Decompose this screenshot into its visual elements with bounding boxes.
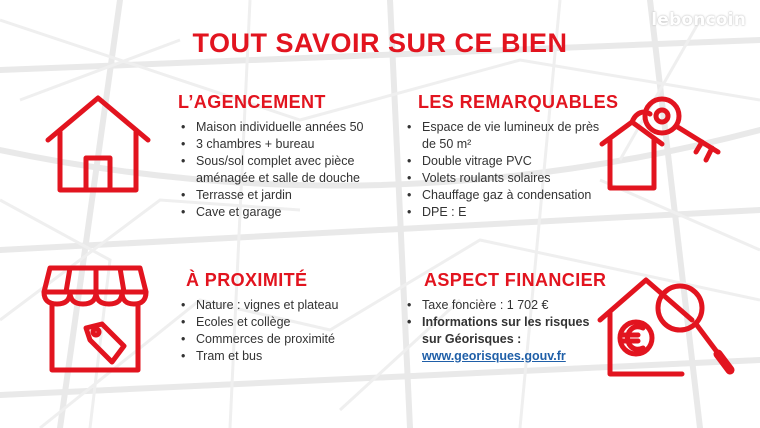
feature-list bbox=[178, 297, 388, 365]
list-item: • 3 chambres + bureau bbox=[178, 136, 388, 153]
list-item: • Sous/sol complet avec pièce aménagée et salle de douche bbox=[178, 153, 388, 187]
list-item: • Cave et garage bbox=[178, 204, 388, 221]
list-item: • Nature : vignes et plateau bbox=[178, 297, 388, 314]
house-euro-search-icon bbox=[596, 262, 736, 384]
list-item: • Double vitrage PVC bbox=[404, 153, 614, 170]
leboncoin-logo: leboncoin bbox=[651, 10, 746, 30]
list-item: • Tram et bus bbox=[178, 348, 388, 365]
list-item: • DPE : E bbox=[404, 204, 614, 221]
list-item: • Commerces de proximité bbox=[178, 331, 388, 348]
list-item: • Ecoles et collège bbox=[178, 314, 388, 331]
list-item-risk-info bbox=[404, 314, 594, 365]
feature-list bbox=[178, 119, 388, 221]
section-remarquables bbox=[404, 92, 619, 221]
list-item: • Espace de vie lumineux de près de 50 m² bbox=[404, 119, 614, 153]
feature-list bbox=[404, 297, 594, 365]
page-title: TOUT SAVOIR SUR CE BIEN bbox=[192, 28, 568, 58]
list-item: • Terrasse et jardin bbox=[178, 187, 388, 204]
section-title: À PROXIMITÉ bbox=[186, 270, 308, 290]
list-item: • Chauffage gaz à condensation bbox=[404, 187, 614, 204]
georisques-link[interactable]: www.georisques.gouv.fr bbox=[422, 349, 566, 363]
section-financier bbox=[404, 270, 607, 365]
risk-info-text: Informations sur les risques sur Géorisques : bbox=[422, 315, 590, 346]
section-title: ASPECT FINANCIER bbox=[424, 270, 607, 290]
house-icon bbox=[42, 92, 154, 196]
shop-icon bbox=[40, 262, 150, 378]
section-title: L’AGENCEMENT bbox=[178, 92, 326, 112]
section-title: LES REMARQUABLES bbox=[418, 92, 619, 112]
section-agencement bbox=[178, 92, 388, 221]
list-item: • Volets roulants solaires bbox=[404, 170, 614, 187]
section-proximite bbox=[178, 270, 388, 365]
list-item: • Maison individuelle années 50 bbox=[178, 119, 388, 136]
feature-list bbox=[404, 119, 614, 221]
list-item-tax: • Taxe foncière : 1 702 € bbox=[404, 297, 594, 314]
